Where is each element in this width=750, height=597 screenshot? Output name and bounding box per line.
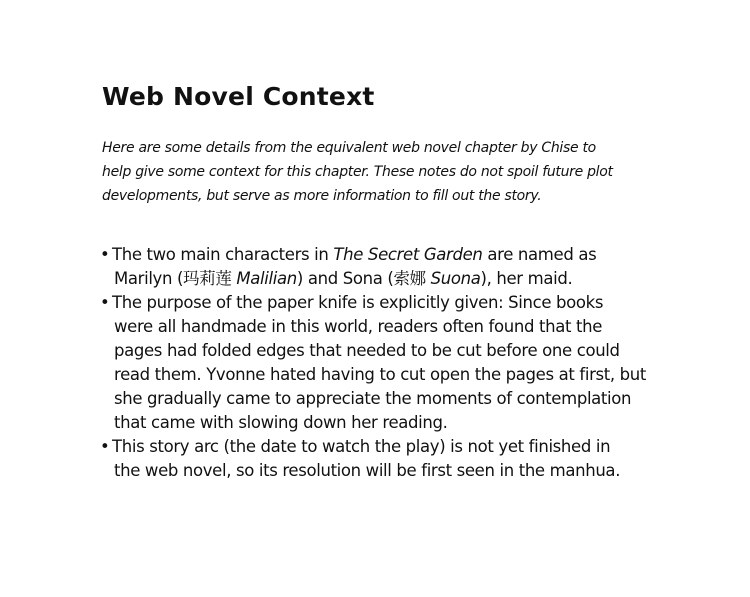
bullet-text: are named as xyxy=(482,245,597,264)
intro-line: Here are some details from the equivalent web novel chapter by Chise to xyxy=(102,140,596,156)
book-title: The Secret Garden xyxy=(333,245,483,264)
bullet-line: pages had folded edges that needed to be cut before one could xyxy=(114,341,620,360)
bullet-line xyxy=(112,243,660,267)
romanized-name: Suona xyxy=(430,269,481,288)
bullet-line: were all handmade in this world, readers often found that the xyxy=(114,317,602,336)
bullet-marker: • xyxy=(100,245,110,264)
bullet-text: The two main characters in xyxy=(112,245,334,264)
bullet-list xyxy=(100,243,660,483)
bullet-marker: • xyxy=(100,437,110,456)
intro-line: developments, but serve as more information to fill out the story. xyxy=(102,188,542,204)
bullet-line: the web novel, so its resolution will be first seen in the manhua. xyxy=(114,461,621,480)
bullet-text: ), her maid. xyxy=(480,269,573,288)
bullet-item-paper-knife xyxy=(100,291,660,435)
bullet-line: that came with slowing down her reading. xyxy=(114,413,448,432)
bullet-line: The purpose of the paper knife is explicitly given: Since books xyxy=(112,293,604,312)
bullet-item-story-arc xyxy=(100,435,660,483)
bullet-marker: • xyxy=(100,293,110,312)
bullet-item-characters xyxy=(100,243,660,291)
bullet-line: she gradually came to appreciate the moments of contemplation xyxy=(114,389,632,408)
romanized-name: Malilian xyxy=(236,269,297,288)
page-title: Web Novel Context xyxy=(102,82,375,111)
intro-paragraph xyxy=(102,136,642,208)
bullet-text: ) and Sona (索娜 xyxy=(296,269,431,288)
bullet-line: read them. Yvonne hated having to cut open the pages at first, but xyxy=(114,365,647,384)
bullet-text: Marilyn (玛莉莲 xyxy=(114,269,237,288)
bullet-line: This story arc (the date to watch the play) is not yet finished in xyxy=(112,437,611,456)
bullet-line xyxy=(112,267,660,291)
intro-line: help give some context for this chapter. These notes do not spoil future plot xyxy=(102,164,613,180)
